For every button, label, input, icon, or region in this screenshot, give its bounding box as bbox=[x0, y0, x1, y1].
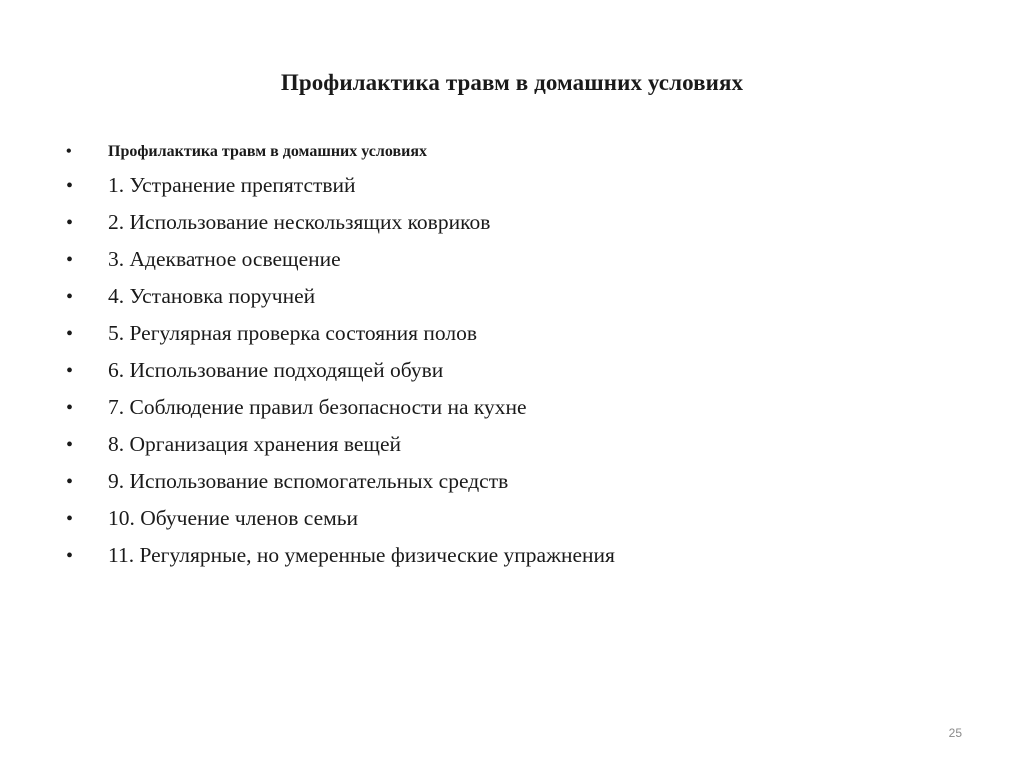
page-number: 25 bbox=[948, 726, 962, 740]
list-item bbox=[66, 241, 615, 278]
list-item bbox=[66, 500, 615, 537]
list-item-text: 1. Устранение препятствий bbox=[108, 173, 356, 197]
bullet-list bbox=[66, 136, 615, 574]
list-item-text: 9. Использование вспомогательных средств bbox=[108, 469, 509, 493]
slide-title: Профилактика травм в домашних условиях bbox=[280, 70, 744, 95]
list-item bbox=[66, 204, 615, 241]
bullet-icon: • bbox=[66, 212, 74, 234]
list-item-text: Профилактика травм в домашних условиях bbox=[108, 143, 427, 160]
bullet-icon: • bbox=[66, 175, 74, 197]
bullet-icon: • bbox=[66, 471, 74, 493]
bullet-icon: • bbox=[66, 397, 74, 419]
bullet-icon: • bbox=[66, 360, 74, 382]
list-item bbox=[66, 136, 615, 167]
list-item-text: 3. Адекватное освещение bbox=[108, 247, 341, 271]
list-item-text: 11. Регулярные, но умеренные физические упражнения bbox=[108, 543, 615, 567]
list-item-text: 6. Использование подходящей обуви bbox=[108, 358, 444, 382]
list-item-text: 4. Установка поручней bbox=[108, 284, 316, 308]
list-item bbox=[66, 537, 615, 574]
bullet-icon: • bbox=[66, 323, 74, 345]
bullet-icon: • bbox=[66, 286, 74, 308]
list-item-text: 8. Организация хранения вещей bbox=[108, 432, 402, 456]
list-item bbox=[66, 278, 615, 315]
list-item bbox=[66, 463, 615, 500]
list-item-text: 10. Обучение членов семьи bbox=[108, 506, 359, 530]
list-item bbox=[66, 167, 615, 204]
list-item-text: 5. Регулярная проверка состояния полов bbox=[108, 321, 477, 345]
list-item bbox=[66, 426, 615, 463]
list-item bbox=[66, 315, 615, 352]
list-item bbox=[66, 352, 615, 389]
bullet-icon: • bbox=[66, 249, 74, 271]
list-item-text: 7. Соблюдение правил безопасности на кухне bbox=[108, 395, 527, 419]
list-item bbox=[66, 389, 615, 426]
list-item-text: 2. Использование нескользящих ковриков bbox=[108, 210, 491, 234]
bullet-icon: • bbox=[66, 434, 74, 456]
bullet-icon: • bbox=[66, 143, 72, 160]
bullet-icon: • bbox=[66, 508, 74, 530]
bullet-icon: • bbox=[66, 545, 74, 567]
